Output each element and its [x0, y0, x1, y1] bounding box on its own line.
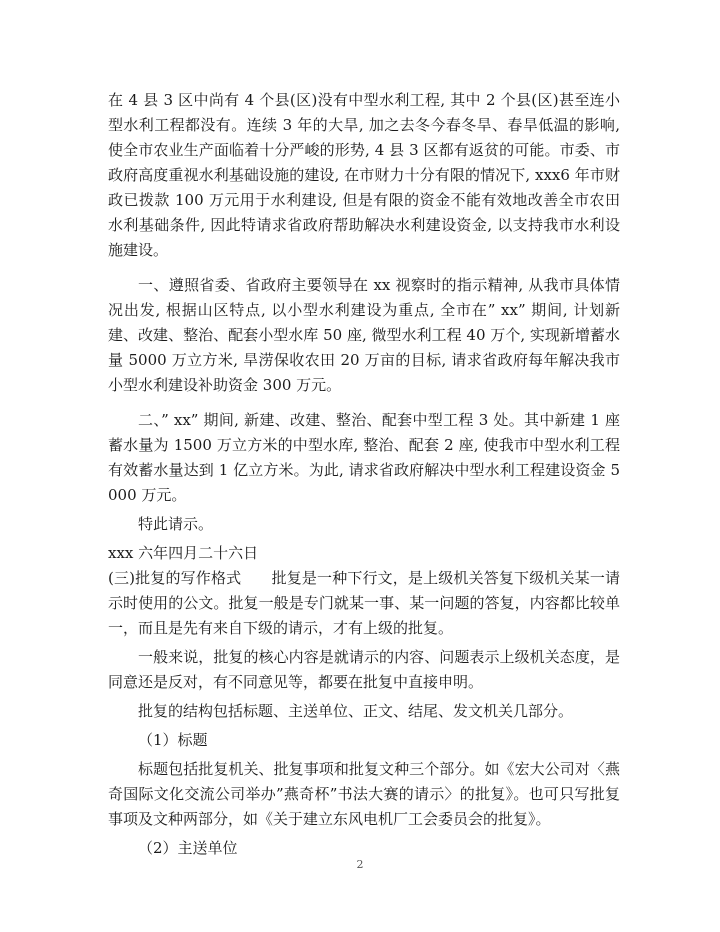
page-number: 2 — [356, 858, 364, 871]
heading-recipient-section: （2）主送单位 — [138, 839, 238, 857]
paragraph-request-medium-projects: 二、” xx” 期间, 新建、改建、整治、配套中型工程 3 处。其中新建 1 座蓄水量为 1500 万立方米的中型水库, 整治、配套 2 座, 使我市中型水利工程有效蓄水量达到 1 亿立方米。为此, 请求省政府解决中型水利工程建设资金 5000 万元。 — [108, 411, 620, 504]
heading-title-section: （1）标题 — [138, 731, 208, 749]
paragraph-reply-core: 一般来说，批复的核心内容是就请示的内容、问题表示上级机关态度，是同意还是反对，有不同意见等，都要在批复中直接申明。 — [108, 648, 620, 691]
paragraph-title-description: 标题包括批复机关、批复事项和批复文种三个部分。如《宏大公司对〈燕奇国际文化交流公司举办”燕奇杯”书法大赛的请示〉的批复》。也可只写批复事项及文种两部分，如《关于建立东风电机厂工会委员会的批复》。 — [108, 760, 620, 828]
paragraph-request-small-projects: 一、遵照省委、省政府主要领导在 xx 视察时的指示精神, 从我市具体情况出发, 根据山区特点, 以小型水利建设为重点, 全市在” xx” 期间, 计划新建、改建、整治、配套小型水库 50 座, 微型水利工程 40 万个, 实现新增蓄水量 5000 万立方米, 旱涝保收农田 20 万亩的目标, 请求省政府每年解决我市小型水利建设补助资金 300 万元。 — [108, 276, 620, 394]
paragraph-closing-request: 特此请示。 — [138, 515, 214, 533]
paragraph-date: xxx 六年四月二十六日 — [108, 544, 259, 562]
paragraph-reply-structure: 批复的结构包括标题、主送单位、正文、结尾、发文机关几部分。 — [138, 702, 574, 720]
document-body — [108, 88, 620, 861]
paragraph-water-conservancy-background: 在 4 县 3 区中尚有 4 个县(区)没有中型水利工程, 其中 2 个县(区)甚至连小型水利工程都没有。连续 3 年的大旱, 加之去冬今春冬旱、春旱低温的影响, 使全市农业生产面临着十分严峻的形势, 4 县 3 区都有返贫的可能。市委、市政府高度重视水利基础设施的建设, 在市财力十分有限的情况下, xxx6 年市财政已拨款 100 万元用于水利建设, 但是有限的资金不能有效地改善全市农田水利基础条件, 因此特请求省政府帮助解决水利建设资金, 以支持我市水利设施建设。 — [108, 91, 620, 259]
paragraph-reply-format: (三)批复的写作格式 批复是一种下行文，是上级机关答复下级机关某一请示时使用的公文。批复一般是专门就某一事、某一问题的答复，内容都比较单一，而且是先有来自下级的请示，才有上级的批复。 — [108, 569, 620, 637]
